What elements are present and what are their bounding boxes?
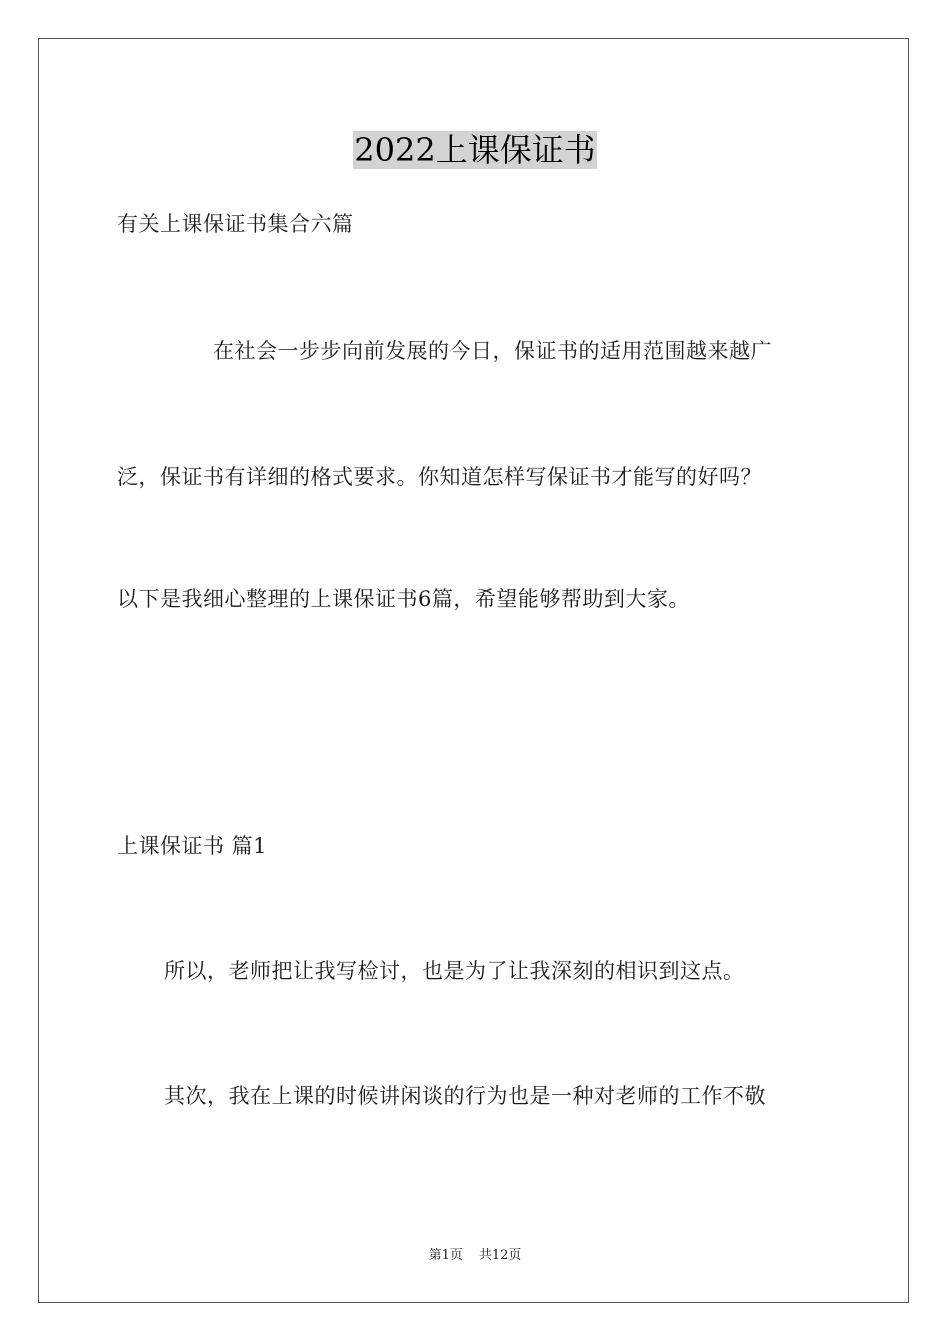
page-footer xyxy=(0,1247,950,1265)
paragraph-line: 泛，保证书有详细的格式要求。你知道怎样写保证书才能写的好吗？ xyxy=(117,465,762,489)
document-subtitle: 有关上课保证书集合六篇 xyxy=(117,212,354,236)
section-line: 所以，老师把让我写检讨，也是为了让我深刻的相识到这点。 xyxy=(164,959,745,983)
paragraph-line: 在社会一步步向前发展的今日，保证书的适用范围越来越广 xyxy=(213,339,772,363)
page-total: 共12页 xyxy=(478,1248,522,1263)
paragraph-line: 以下是我细心整理的上课保证书6篇，希望能够帮助到大家。 xyxy=(117,587,690,611)
page-number: 第1页 xyxy=(428,1248,463,1263)
section-heading: 上课保证书 篇1 xyxy=(117,834,268,858)
document-title xyxy=(0,128,950,172)
section-line: 其次，我在上课的时候讲闲谈的行为也是一种对老师的工作不敬 xyxy=(164,1084,766,1108)
document-title-text: 2022上课保证书 xyxy=(354,131,596,169)
